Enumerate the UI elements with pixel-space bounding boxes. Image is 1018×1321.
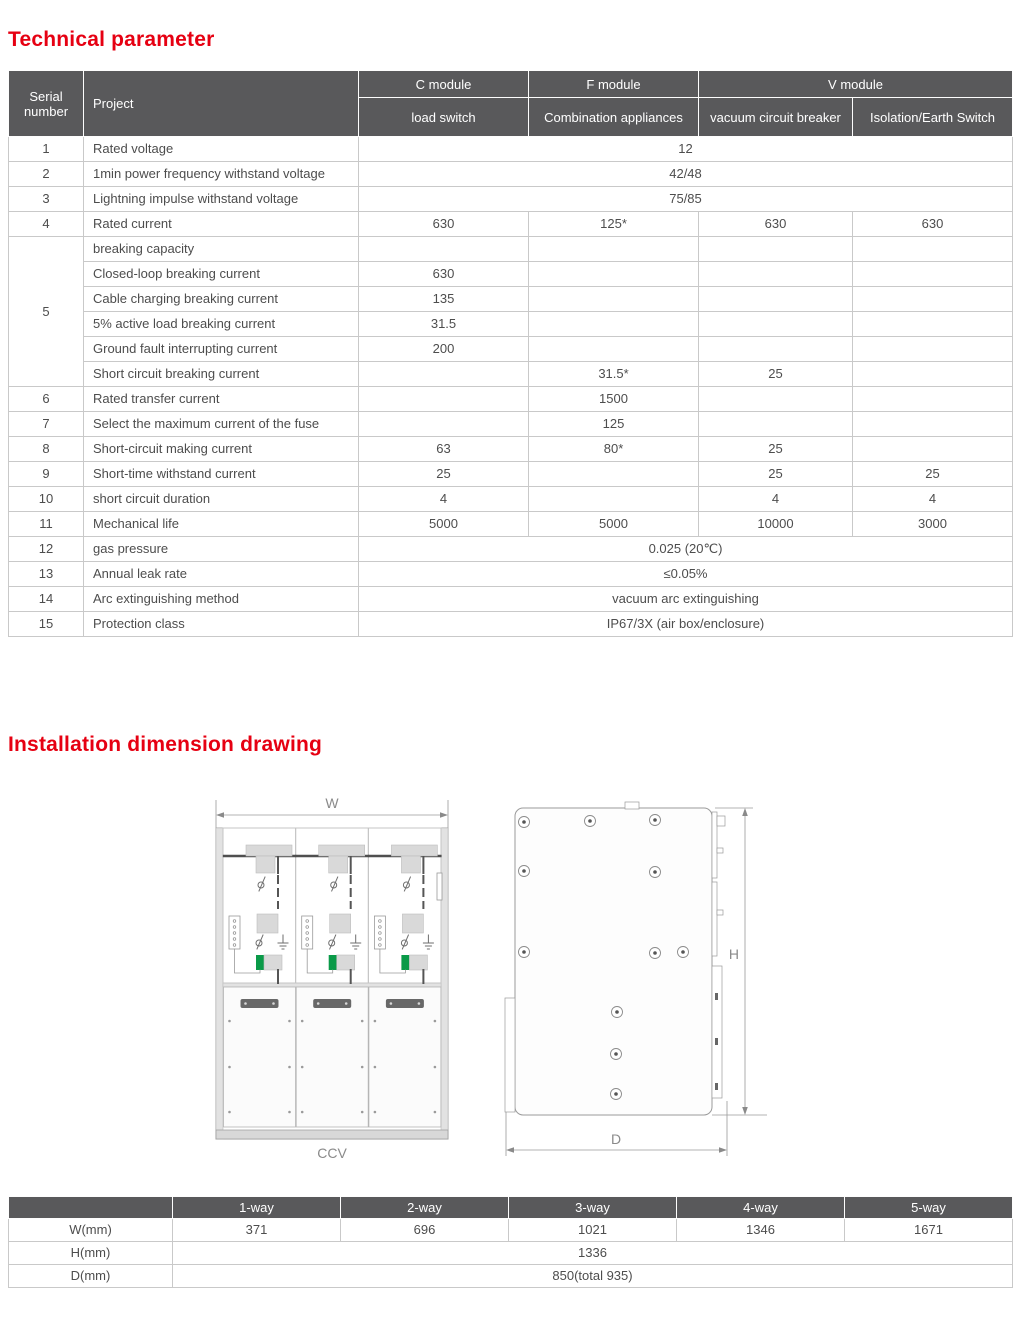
cell-value: 5000 [529,512,699,537]
cell-project: Annual leak rate [84,562,359,587]
table-row [9,387,1013,412]
cell-value-merged: IP67/3X (air box/enclosure) [359,612,1013,637]
cell-empty [699,387,853,412]
col-header-load-switch: load switch [359,98,529,137]
cell-value-merged: 0.025 (20℃) [359,537,1013,562]
cell-serial: 1 [9,137,84,162]
table-row [9,287,1013,312]
cell-empty [529,237,699,262]
cell-value: 125* [529,212,699,237]
table-row [9,337,1013,362]
col-header-v-module: V module [699,71,1013,98]
col-header-3way: 3-way [509,1197,677,1219]
dimension-table [8,1196,1013,1288]
cell-value: 1500 [529,387,699,412]
installation-dimension-drawings [195,788,775,1180]
cell-empty [853,287,1013,312]
cell-value: 630 [699,212,853,237]
cell-project: Arc extinguishing method [84,587,359,612]
cell-empty [699,287,853,312]
col-header-1way: 1-way [173,1197,341,1219]
cell-project: Rated current [84,212,359,237]
cell-empty [853,312,1013,337]
page-title-installation-dimension-drawing: Installation dimension drawing [8,733,323,756]
cell-value-merged: vacuum arc extinguishing [359,587,1013,612]
cell-value-merged: 1336 [173,1242,1013,1265]
table-row [9,412,1013,437]
cell-value: 696 [341,1219,509,1242]
cell-project: Short-time withstand current [84,462,359,487]
cell-value: 3000 [853,512,1013,537]
cell-serial: 2 [9,162,84,187]
cell-empty [699,412,853,437]
cell-value: 4 [699,487,853,512]
cell-project: Ground fault interrupting current [84,337,359,362]
col-header-f-module: F module [529,71,699,98]
cell-value: 371 [173,1219,341,1242]
dimension-table-header [9,1197,1013,1219]
cell-value-merged: 850(total 935) [173,1265,1013,1288]
cell-project: Select the maximum current of the fuse [84,412,359,437]
cell-empty [853,337,1013,362]
col-header-serial: Serial number [9,71,84,137]
cell-value: 31.5* [529,362,699,387]
cell-project: breaking capacity [84,237,359,262]
cell-serial: 6 [9,387,84,412]
cell-empty [359,237,529,262]
front-view-drawing [216,795,448,1161]
cell-serial: 15 [9,612,84,637]
cell-project: 5% active load breaking current [84,312,359,337]
side-view-drawing [505,802,767,1156]
cell-empty [359,387,529,412]
table-row [9,212,1013,237]
cell-empty [699,312,853,337]
dimension-label-h: H [728,946,739,962]
cell-project: gas pressure [84,537,359,562]
cell-empty [529,287,699,312]
dimension-label-w: W [325,795,339,811]
cell-value: 31.5 [359,312,529,337]
cell-empty [529,487,699,512]
table-row [9,612,1013,637]
cell-project: 1min power frequency withstand voltage [84,162,359,187]
cell-empty [699,337,853,362]
row-label: D(mm) [9,1265,173,1288]
table-row [9,312,1013,337]
cell-value: 125 [529,412,699,437]
table-row [9,537,1013,562]
cell-empty [853,362,1013,387]
cell-serial: 5 [9,237,84,387]
cell-serial: 11 [9,512,84,537]
table-row [9,187,1013,212]
cell-project: Lightning impulse withstand voltage [84,187,359,212]
cell-value: 80* [529,437,699,462]
page-title-technical-parameter: Technical parameter [8,28,215,51]
cell-serial: 4 [9,212,84,237]
col-header-2way: 2-way [341,1197,509,1219]
cell-empty [853,237,1013,262]
cell-serial: 14 [9,587,84,612]
row-label: W(mm) [9,1219,173,1242]
cell-value-merged: 42/48 [359,162,1013,187]
row-label: H(mm) [9,1242,173,1265]
cell-empty [853,262,1013,287]
cell-value: 5000 [359,512,529,537]
table-row [9,462,1013,487]
table-row [9,562,1013,587]
col-header-combination-appliances: Combination appliances [529,98,699,137]
cell-empty [853,387,1013,412]
cell-empty [699,237,853,262]
cell-value: 630 [853,212,1013,237]
table-row [9,1265,1013,1288]
cell-empty [359,362,529,387]
cell-serial: 3 [9,187,84,212]
cell-value: 25 [853,462,1013,487]
col-header-5way: 5-way [845,1197,1013,1219]
front-view-label: CCV [317,1145,347,1161]
cell-project: Rated transfer current [84,387,359,412]
cell-value: 4 [853,487,1013,512]
table-row [9,1242,1013,1265]
table-row [9,237,1013,262]
cell-serial: 13 [9,562,84,587]
cell-value: 10000 [699,512,853,537]
cell-project: Short circuit breaking current [84,362,359,387]
table-row [9,587,1013,612]
cell-value: 25 [699,362,853,387]
cell-value: 200 [359,337,529,362]
cell-empty [853,412,1013,437]
cell-value-merged: 75/85 [359,187,1013,212]
cell-project: Closed-loop breaking current [84,262,359,287]
table-row [9,437,1013,462]
table-row [9,362,1013,387]
cell-serial: 10 [9,487,84,512]
cell-serial: 9 [9,462,84,487]
cell-empty [529,312,699,337]
cell-empty [359,412,529,437]
table-row [9,137,1013,162]
table-row [9,1219,1013,1242]
cell-value-merged: 12 [359,137,1013,162]
cell-value: 135 [359,287,529,312]
table-row [9,512,1013,537]
col-header-c-module: C module [359,71,529,98]
dimension-label-d: D [610,1131,622,1147]
cell-value: 25 [359,462,529,487]
table-row [9,162,1013,187]
col-header-empty [9,1197,173,1219]
cell-value: 630 [359,262,529,287]
cell-value: 1021 [509,1219,677,1242]
col-header-4way: 4-way [677,1197,845,1219]
col-header-vacuum-circuit-breaker: vacuum circuit breaker [699,98,853,137]
cell-project: Rated voltage [84,137,359,162]
cell-serial: 8 [9,437,84,462]
cell-project: Cable charging breaking current [84,287,359,312]
tech-table-header [9,71,1013,137]
cell-empty [529,262,699,287]
cell-value-merged: ≤0.05% [359,562,1013,587]
cell-value: 4 [359,487,529,512]
cell-empty [529,462,699,487]
cell-empty [699,262,853,287]
side-indicator-strip [437,873,442,900]
col-header-project: Project [84,71,359,137]
cell-project: Short-circuit making current [84,437,359,462]
col-header-isolation-earth-switch: Isolation/Earth Switch [853,98,1013,137]
cell-value: 1671 [845,1219,1013,1242]
cell-project: Mechanical life [84,512,359,537]
cell-empty [853,437,1013,462]
cell-serial: 7 [9,412,84,437]
table-row [9,262,1013,287]
technical-parameter-table [8,70,1013,637]
cell-value: 1346 [677,1219,845,1242]
cell-empty [529,337,699,362]
table-row [9,487,1013,512]
cell-project: Protection class [84,612,359,637]
cell-value: 25 [699,462,853,487]
cell-value: 63 [359,437,529,462]
cell-project: short circuit duration [84,487,359,512]
cell-value: 630 [359,212,529,237]
cell-serial: 12 [9,537,84,562]
cell-value: 25 [699,437,853,462]
